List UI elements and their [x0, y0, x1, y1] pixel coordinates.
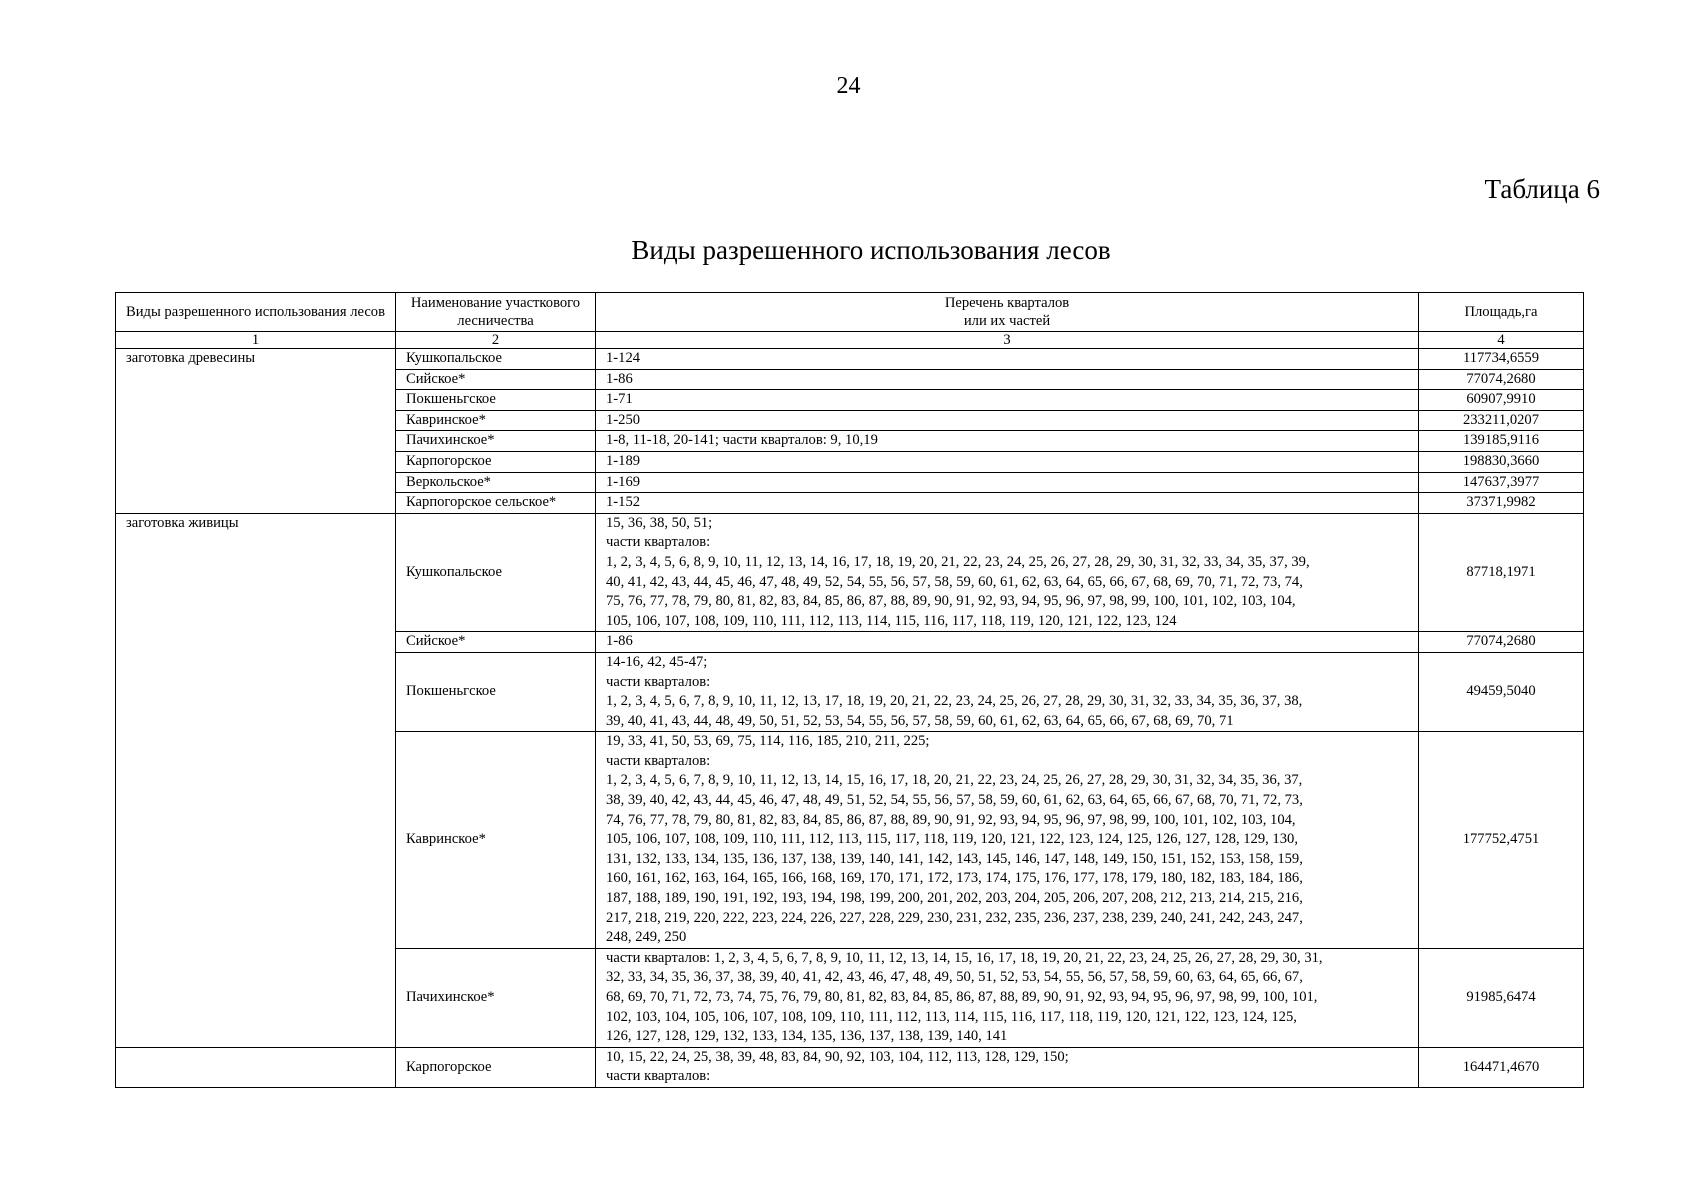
quarters-line: 15, 36, 38, 50, 51; — [606, 514, 713, 531]
forestry-cell: Покшеньгское — [396, 390, 596, 411]
forestry-cell: Пачихинское* — [396, 431, 596, 452]
quarters-line: 160, 161, 162, 163, 164, 165, 166, 168, 169, 170, 171, 172, 173, 174, 175, 176, 177, 178, 179, 180, 182, 183, 184, 186, — [606, 870, 1303, 887]
header-col1: Виды разрешенного использования лесов — [116, 293, 396, 332]
quarters-line: 1-71 — [606, 391, 633, 408]
use-type-cell: заготовка древесины — [116, 349, 396, 514]
quarters-cell — [596, 652, 1419, 731]
header-row — [116, 293, 1584, 332]
quarters-line: 1, 2, 3, 4, 5, 6, 8, 9, 10, 11, 12, 13, 14, 16, 17, 18, 19, 20, 21, 22, 23, 24, 25, 26, 27, 28, 29, 30, 31, 32, 33, 34, 35, 37, 39, — [606, 553, 1310, 570]
quarters-line: 1-250 — [606, 411, 641, 428]
quarters-line: 105, 106, 107, 108, 109, 110, 111, 112, 113, 114, 115, 116, 117, 118, 119, 120, 121, 122, 123, 124 — [606, 612, 1177, 629]
quarters-line: 32, 33, 34, 35, 36, 37, 38, 39, 40, 41, 42, 43, 46, 47, 48, 49, 50, 51, 52, 53, 54, 55, 56, 57, 58, 59, 60, 63, 64, 65, 66, 67, — [606, 969, 1303, 986]
header-col3 — [596, 293, 1419, 332]
header-col4: Площадь,га — [1419, 293, 1584, 332]
quarters-line: 75, 76, 77, 78, 79, 80, 81, 82, 83, 84, 85, 86, 87, 88, 89, 90, 91, 92, 93, 94, 95, 96, 97, 98, 99, 100, 101, 102, 103, 104, — [606, 593, 1296, 610]
column-number: 4 — [1419, 332, 1584, 349]
forest-use-table — [115, 292, 1584, 1088]
quarters-line: 131, 132, 133, 134, 135, 136, 137, 138, 139, 140, 141, 142, 143, 145, 146, 147, 148, 149, 150, 151, 152, 153, 158, 159, — [606, 850, 1303, 867]
forestry-cell: Кушкопальское — [396, 349, 596, 370]
quarters-cell — [596, 390, 1419, 411]
quarters-line: 14-16, 42, 45-47; — [606, 653, 708, 670]
quarters-cell — [596, 451, 1419, 472]
area-cell: 117734,6559 — [1419, 349, 1584, 370]
area-cell: 60907,9910 — [1419, 390, 1584, 411]
column-number: 1 — [116, 332, 396, 349]
quarters-line: 1-8, 11-18, 20-141; части кварталов: 9, 10,19 — [606, 432, 878, 449]
forestry-cell: Кавринское* — [396, 732, 596, 949]
forestry-cell: Карпогорское — [396, 1047, 596, 1087]
area-cell: 87718,1971 — [1419, 513, 1584, 632]
quarters-line: 68, 69, 70, 71, 72, 73, 74, 75, 76, 79, 80, 81, 82, 83, 84, 85, 86, 87, 88, 89, 90, 91, 92, 93, 94, 95, 96, 97, 98, 99, 100, 101, — [606, 989, 1318, 1005]
quarters-line: части кварталов: 1, 2, 3, 4, 5, 6, 7, 8, 9, 10, 11, 12, 13, 14, 15, 16, 17, 18, 19, 20, 21, 22, 23, 24, 25, 26, 27, 28, 29, 30, 31, — [606, 949, 1323, 966]
quarters-cell — [596, 513, 1419, 632]
quarters-line: 1-124 — [606, 350, 641, 366]
area-cell: 37371,9982 — [1419, 493, 1584, 514]
quarters-line: 187, 188, 189, 190, 191, 192, 193, 194, 198, 199, 200, 201, 202, 203, 204, 205, 206, 207, 208, 212, 213, 214, 215, 216, — [606, 890, 1303, 907]
forestry-cell: Кавринское* — [396, 410, 596, 431]
quarters-line: 248, 249, 250 — [606, 929, 687, 946]
area-cell: 177752,4751 — [1419, 732, 1584, 949]
area-cell: 77074,2680 — [1419, 632, 1584, 653]
table-row — [116, 513, 1584, 632]
quarters-line: 1, 2, 3, 4, 5, 6, 7, 8, 9, 10, 11, 12, 13, 17, 18, 19, 20, 21, 22, 23, 24, 25, 26, 27, 28, 29, 30, 31, 32, 33, 34, 35, 36, 37, 38, — [606, 693, 1303, 710]
quarters-cell — [596, 369, 1419, 390]
quarters-line: 1-152 — [606, 494, 641, 511]
quarters-line: 74, 76, 77, 78, 79, 80, 81, 82, 83, 84, 85, 86, 87, 88, 89, 90, 91, 92, 93, 94, 95, 96, 97, 98, 99, 100, 101, 102, 103, 104, — [606, 811, 1296, 828]
table-label: Таблица 6 — [1484, 174, 1600, 204]
area-cell: 198830,3660 — [1419, 451, 1584, 472]
area-cell: 147637,3977 — [1419, 472, 1584, 493]
forestry-cell: Карпогорское — [396, 451, 596, 472]
forestry-cell: Пачихинское* — [396, 948, 596, 1047]
quarters-line: части кварталов: — [606, 752, 711, 769]
quarters-cell — [596, 349, 1419, 370]
quarters-line: 217, 218, 219, 220, 222, 223, 224, 226, 227, 228, 229, 230, 231, 232, 235, 236, 237, 238, 239, 240, 241, 242, 243, 247, — [606, 909, 1303, 926]
area-cell: 233211,0207 — [1419, 410, 1584, 431]
quarters-line: 126, 127, 128, 129, 132, 133, 134, 135, 136, 137, 138, 139, 140, 141 — [606, 1028, 1008, 1045]
page-number: 24 — [836, 73, 861, 99]
column-numbers-row — [116, 332, 1584, 349]
quarters-line: части кварталов: — [606, 534, 711, 551]
area-cell: 164471,4670 — [1419, 1047, 1584, 1087]
quarters-line: 38, 39, 40, 42, 43, 44, 45, 46, 47, 48, 49, 51, 52, 54, 55, 56, 57, 58, 59, 60, 61, 62, 63, 64, 65, 66, 67, 68, 70, 71, 72, 73, — [606, 792, 1303, 809]
quarters-cell — [596, 472, 1419, 493]
forestry-cell: Карпогорское сельское* — [396, 493, 596, 514]
quarters-line: 1, 2, 3, 4, 5, 6, 7, 8, 9, 10, 11, 12, 13, 14, 15, 16, 17, 18, 20, 21, 22, 23, 24, 25, 26, 27, 28, 29, 30, 31, 32, 34, 35, 36, 37, — [606, 772, 1303, 789]
forestry-cell: Кушкопальское — [396, 513, 596, 632]
use-type-cell — [116, 1047, 396, 1087]
quarters-cell — [596, 1047, 1419, 1087]
header-col2: Наименование участкового лесничества — [396, 293, 596, 332]
header-col3-line1: Перечень кварталов — [944, 295, 1070, 311]
quarters-cell — [596, 948, 1419, 1047]
quarters-line: 1-169 — [606, 473, 641, 490]
column-number: 2 — [396, 332, 596, 349]
quarters-line: 19, 33, 41, 50, 53, 69, 75, 114, 116, 185, 210, 211, 225; — [606, 733, 930, 750]
table-row — [116, 349, 1584, 370]
quarters-cell — [596, 431, 1419, 452]
quarters-line: 1-86 — [606, 370, 633, 387]
area-cell: 77074,2680 — [1419, 369, 1584, 390]
quarters-line: 39, 40, 41, 43, 44, 48, 49, 50, 51, 52, 53, 54, 55, 56, 57, 58, 59, 60, 61, 62, 63, 64, 65, 66, 67, 68, 69, 70, 71 — [606, 712, 1234, 729]
quarters-line: части кварталов: — [606, 1068, 711, 1085]
table-title: Виды разрешенного использования лесов — [631, 235, 1111, 265]
quarters-line: 105, 106, 107, 108, 109, 110, 111, 112, 113, 115, 117, 118, 119, 120, 121, 122, 123, 124, 125, 126, 127, 128, 129, 130, — [606, 831, 1298, 848]
area-cell: 139185,9116 — [1419, 431, 1584, 452]
quarters-line: части кварталов: — [606, 673, 711, 690]
forestry-cell: Сийское* — [396, 632, 596, 653]
quarters-line: 10, 15, 22, 24, 25, 38, 39, 48, 83, 84, 90, 92, 103, 104, 112, 113, 128, 129, 150; — [606, 1048, 1069, 1065]
forestry-cell: Веркольское* — [396, 472, 596, 493]
forestry-cell: Покшеньгское — [396, 652, 596, 731]
column-number: 3 — [596, 332, 1419, 349]
quarters-cell — [596, 732, 1419, 949]
header-col3-line2: или их частей — [963, 313, 1051, 329]
table-row — [116, 1047, 1584, 1087]
quarters-cell — [596, 410, 1419, 431]
area-cell: 91985,6474 — [1419, 948, 1584, 1047]
area-cell: 49459,5040 — [1419, 652, 1584, 731]
quarters-line: 102, 103, 104, 105, 106, 107, 108, 109, 110, 111, 112, 113, 114, 115, 116, 117, 118, 119, 120, 121, 122, 123, 124, 125, — [606, 1008, 1297, 1025]
forestry-cell: Сийское* — [396, 369, 596, 390]
quarters-line: 40, 41, 42, 43, 44, 45, 46, 47, 48, 49, 52, 54, 55, 56, 57, 58, 59, 60, 61, 62, 63, 64, 65, 66, 67, 68, 69, 70, 71, 72, 73, 74, — [606, 573, 1303, 590]
quarters-line: 1-86 — [606, 633, 633, 650]
quarters-line: 1-189 — [606, 452, 641, 469]
quarters-cell — [596, 493, 1419, 514]
use-type-cell: заготовка живицы — [116, 513, 396, 1047]
quarters-cell — [596, 632, 1419, 653]
